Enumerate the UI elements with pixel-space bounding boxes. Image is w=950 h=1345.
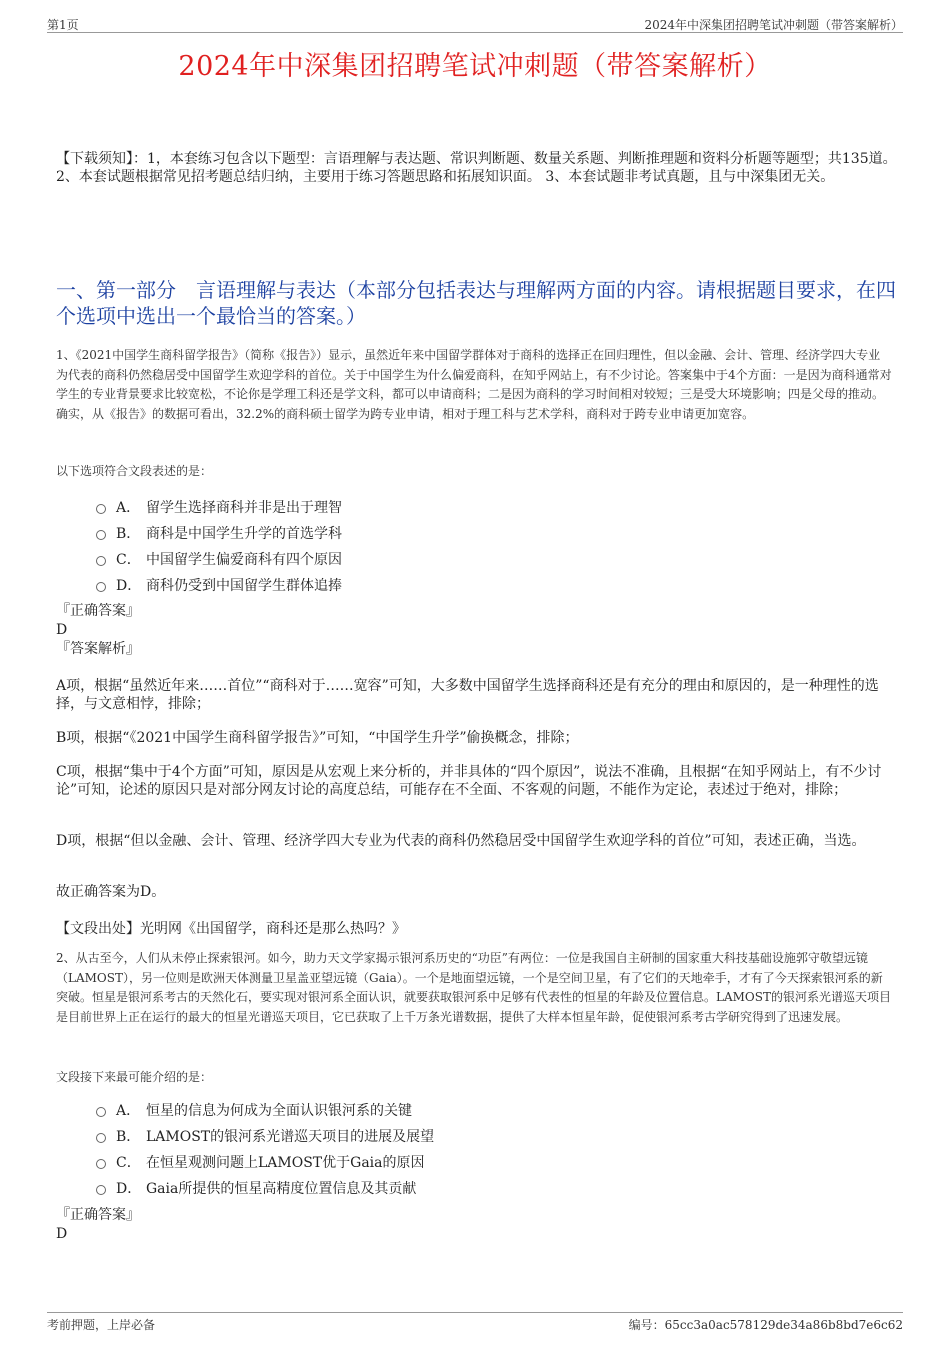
radio-icon[interactable] [96,1133,106,1143]
answer-value: D [56,1226,68,1242]
page-title: 2024年中深集团招聘笔试冲刺题（带答案解析） [178,51,772,82]
q2-ask: 文段接下来最可能介绍的是： [56,1070,213,1084]
q2-option-b[interactable]: B． LAMOST的银河系光谱巡天项目的进展及展望 [96,1123,434,1149]
radio-icon[interactable] [96,1185,106,1195]
section-title: 一、第一部分 言语理解与表达（本部分包括表达与理解两方面的内容。请根据题目要求，在四个选项中选出一个最恰当的答案。） [56,278,896,328]
q2-option-c[interactable]: C． 在恒星观测问题上LAMOST优于Gaia的原因 [96,1149,434,1175]
radio-icon[interactable] [96,504,106,514]
download-notice: 【下载须知】：1，本套练习包含以下题型：言语理解与表达题、常识判断题、数量关系题、判断推理题和资料分析题等题型；共135道。 2、本套试题根据常见招考题总结归纳，主要用于练习答题思路和拓展知识面。 3、本套试题非考试真题，且与中深集团无关。 [56,151,897,185]
q1-analysis-d: D项，根据“但以金融、会计、管理、经济学四大专业为代表的商科仍然稳居受中国留学生欢迎学科的首位”可知，表述正确，当选。 [56,833,866,849]
answer-label: 『正确答案』 [56,1207,140,1223]
page-footer [47,1312,903,1332]
q1-source: 【文段出处】光明网《出国留学，商科还是那么热吗？》 [56,921,406,937]
q1-option-c[interactable]: C． 中国留学生偏爱商科有四个原因 [96,546,342,572]
page-number: 第1页 [47,18,79,32]
page-header [47,14,903,33]
q1-conclusion: 故正确答案为D。 [56,884,166,900]
q1-option-b[interactable]: B． 商科是中国学生升学的首选学科 [96,520,342,546]
q1-option-d[interactable]: D． 商科仍受到中国留学生群体追捧 [96,572,342,598]
footer-slogan: 考前押题，上岸必备 [47,1318,156,1332]
q1-ask: 以下选项符合文段表述的是： [56,464,213,478]
footer-doc-id: 编号：65cc3a0ac578129de34a86b8bd7e6c62 [628,1318,903,1332]
radio-icon[interactable] [96,1107,106,1117]
header-doc-title: 2024年中深集团招聘笔试冲刺题（带答案解析） [644,18,903,32]
q2-options [96,1097,434,1201]
answer-value: D [56,622,68,638]
q2-option-d[interactable]: D． Gaia所提供的恒星高精度位置信息及其贡献 [96,1175,434,1201]
analysis-label: 『答案解析』 [56,641,140,657]
q2-stem: 2、从古至今，人们从未停止探索银河。如今，助力天文学家揭示银河系历史的“功臣”有两位：一位是我国自主研制的国家重大科技基础设施郭守敬望远镜（LAMOST），另一位则是欧洲天体测量卫星盖亚望远镜（Gaia）。一个是地面望远镜，一个是空间卫星，有了它们的天地牵手，才有了今天探索银河系的新突破。恒星是银河系考古的天然化石，要实现对银河系全面认识，就要获取银河系中足够有代表性的恒星的年龄及位置信息。LAMOST的银河系光谱巡天项目是目前世界上正在运行的最大的恒星光谱巡天项目，它已获取了上千万条光谱数据，提供了大样本恒星年龄，促使银河系考古学研究得到了迅速发展。 [56,951,891,1024]
q1-analysis-a: A项，根据“虽然近年来……首位”“商科对于……宽容”可知，大多数中国留学生选择商科还是有充分的理由和原因的，是一种理性的选择，与文意相悖，排除； [56,678,879,712]
q1-analysis-c: C项，根据“集中于4个方面”可知，原因是从宏观上来分析的，并非具体的“四个原因”，说法不准确，且根据“在知乎网站上，有不少讨论”可知，论述的原因只是对部分网友讨论的高度总结，可能存在不全面、不客观的问题，不能作为定论，表述过于绝对，排除； [56,764,882,798]
radio-icon[interactable] [96,556,106,566]
q2-option-a[interactable]: A． 恒星的信息为何成为全面认识银河系的关键 [96,1097,434,1123]
q1-option-a[interactable]: A． 留学生选择商科并非是出于理智 [96,494,342,520]
radio-icon[interactable] [96,1159,106,1169]
q1-answer-block [56,602,140,659]
q1-analysis-b: B项，根据“《2021中国学生商科留学报告》”可知，“中国学生升学”偷换概念，排除； [56,730,579,746]
radio-icon[interactable] [96,582,106,592]
q2-answer-block [56,1206,140,1244]
q1-stem: 1、《2021中国学生商科留学报告》（简称《报告》）显示，虽然近年来中国留学群体对于商科的选择正在回归理性，但以金融、会计、管理、经济学四大专业为代表的商科仍然稳居受中国留学生欢迎学科的首位。关于中国学生为什么偏爱商科，在知乎网站上，有不少讨论。答案集中于4个方面：一是因为商科通常对学生的专业背景要求比较宽松，不论你是学理工科还是学文科，都可以申请商科；二是因为商科的学习时间相对较短；三是受大环境影响；四是父母的推动。确实，从《报告》的数据可看出，32.2%的商科硕士留学为跨专业申请，相对于理工科与艺术学科，商科对于跨专业申请更加宽容。 [56,348,892,421]
answer-label: 『正确答案』 [56,603,140,619]
radio-icon[interactable] [96,530,106,540]
q1-options [96,494,342,598]
